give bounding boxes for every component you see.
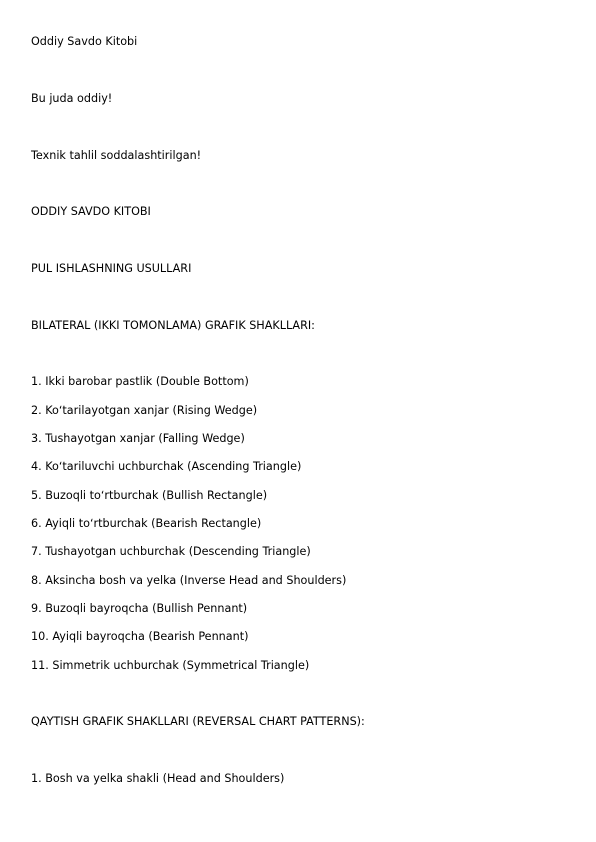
list-item: 4. Koʻtariluvchi uchburchak (Ascending Triangle) bbox=[31, 460, 302, 473]
section-heading-reversal: QAYTISH GRAFIK SHAKLLARI (REVERSAL CHART PATTERNS): bbox=[31, 715, 365, 728]
list-item: 11. Simmetrik uchburchak (Symmetrical Triangle) bbox=[31, 659, 310, 672]
list-item: 8. Aksincha bosh va yelka (Inverse Head and Shoulders) bbox=[31, 574, 347, 587]
list-item: 5. Buzoqli toʻrtburchak (Bullish Rectangle) bbox=[31, 489, 268, 502]
list-item: 6. Ayiqli toʻrtburchak (Bearish Rectangle) bbox=[31, 517, 262, 530]
section-heading-methods: PUL ISHLASHNING USULLARI bbox=[31, 262, 192, 275]
list-item: 7. Tushayotgan uchburchak (Descending Triangle) bbox=[31, 545, 311, 558]
list-item: 1. Bosh va yelka shakli (Head and Shoulders) bbox=[31, 772, 285, 785]
document-title-caps: ODDIY SAVDO KITOBI bbox=[31, 205, 151, 218]
list-item: 10. Ayiqli bayroqcha (Bearish Pennant) bbox=[31, 630, 249, 643]
list-item: 2. Koʻtarilayotgan xanjar (Rising Wedge) bbox=[31, 404, 258, 417]
list-item: 3. Tushayotgan xanjar (Falling Wedge) bbox=[31, 432, 245, 445]
document-subtitle: Texnik tahlil soddalashtirilgan! bbox=[31, 149, 202, 162]
document-title: Oddiy Savdo Kitobi bbox=[31, 35, 138, 48]
document-tagline: Bu juda oddiy! bbox=[31, 92, 113, 105]
section-heading-bilateral: BILATERAL (IKKI TOMONLAMA) GRAFIK SHAKLLARI: bbox=[31, 319, 315, 332]
list-item: 1. Ikki barobar pastlik (Double Bottom) bbox=[31, 375, 249, 388]
list-item: 9. Buzoqli bayroqcha (Bullish Pennant) bbox=[31, 602, 248, 615]
